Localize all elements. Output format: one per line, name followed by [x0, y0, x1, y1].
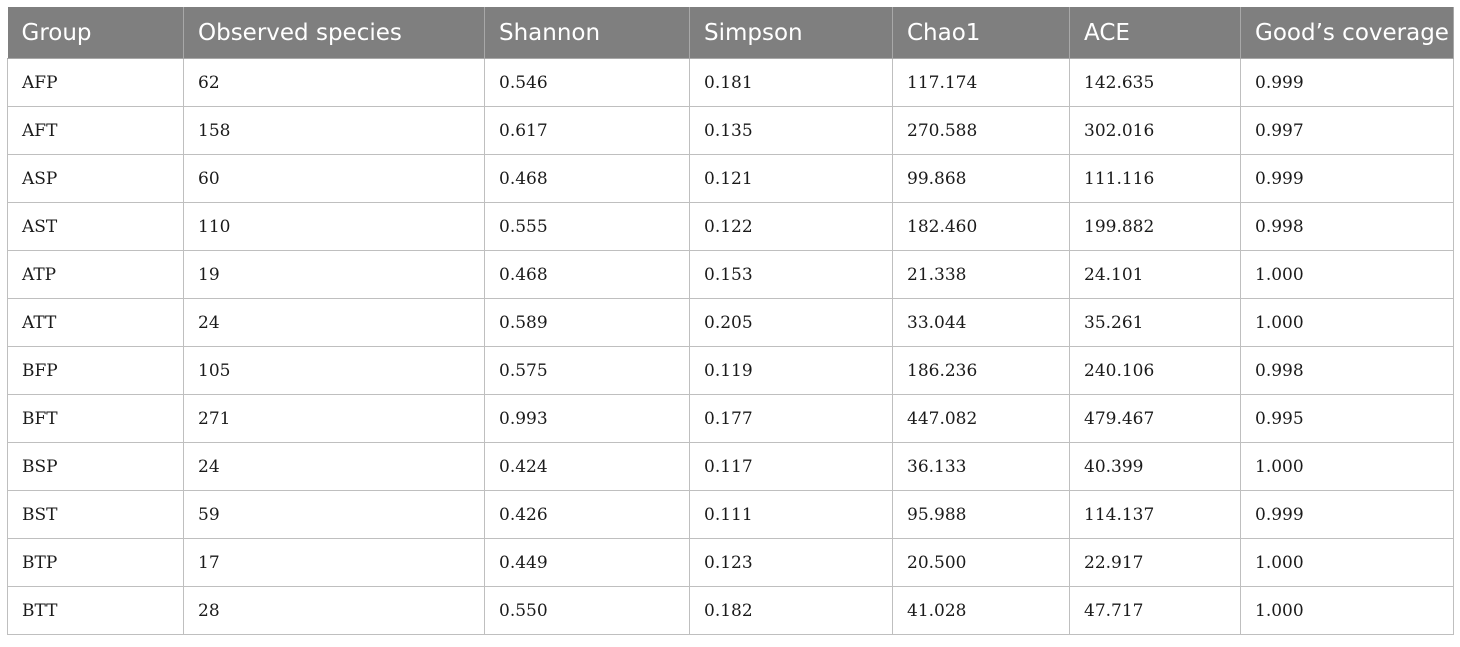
cell-simpson: 0.111 [690, 491, 893, 539]
cell-simpson: 0.153 [690, 251, 893, 299]
table-row [8, 491, 1454, 539]
table-row [8, 251, 1454, 299]
cell-ace: 40.399 [1070, 443, 1241, 491]
header-group: Group [8, 7, 184, 59]
cell-shannon: 0.550 [485, 587, 690, 635]
cell-group: AST [8, 203, 184, 251]
cell-shannon: 0.993 [485, 395, 690, 443]
cell-observed-species: 62 [184, 59, 485, 107]
cell-chao1: 41.028 [893, 587, 1070, 635]
table-header [8, 7, 1454, 59]
cell-chao1: 36.133 [893, 443, 1070, 491]
diversity-table-container [7, 7, 1453, 635]
cell-goods-coverage: 0.995 [1241, 395, 1454, 443]
cell-group: BTT [8, 587, 184, 635]
cell-goods-coverage: 0.998 [1241, 203, 1454, 251]
table-row [8, 539, 1454, 587]
cell-observed-species: 19 [184, 251, 485, 299]
cell-ace: 142.635 [1070, 59, 1241, 107]
table-row [8, 443, 1454, 491]
cell-chao1: 33.044 [893, 299, 1070, 347]
cell-ace: 479.467 [1070, 395, 1241, 443]
cell-goods-coverage: 1.000 [1241, 251, 1454, 299]
cell-group: ASP [8, 155, 184, 203]
cell-simpson: 0.119 [690, 347, 893, 395]
cell-simpson: 0.117 [690, 443, 893, 491]
table-row [8, 299, 1454, 347]
cell-observed-species: 24 [184, 443, 485, 491]
cell-goods-coverage: 0.999 [1241, 59, 1454, 107]
cell-group: BST [8, 491, 184, 539]
cell-goods-coverage: 0.998 [1241, 347, 1454, 395]
cell-shannon: 0.468 [485, 155, 690, 203]
cell-goods-coverage: 1.000 [1241, 539, 1454, 587]
cell-observed-species: 158 [184, 107, 485, 155]
cell-simpson: 0.182 [690, 587, 893, 635]
cell-shannon: 0.468 [485, 251, 690, 299]
cell-goods-coverage: 1.000 [1241, 587, 1454, 635]
table-row [8, 347, 1454, 395]
cell-observed-species: 59 [184, 491, 485, 539]
cell-observed-species: 110 [184, 203, 485, 251]
cell-goods-coverage: 1.000 [1241, 299, 1454, 347]
header-simpson: Simpson [690, 7, 893, 59]
cell-shannon: 0.424 [485, 443, 690, 491]
table-row [8, 395, 1454, 443]
table-body [8, 59, 1454, 635]
cell-observed-species: 17 [184, 539, 485, 587]
cell-chao1: 270.588 [893, 107, 1070, 155]
cell-simpson: 0.121 [690, 155, 893, 203]
cell-chao1: 447.082 [893, 395, 1070, 443]
cell-goods-coverage: 0.997 [1241, 107, 1454, 155]
header-observed-species: Observed species [184, 7, 485, 59]
cell-observed-species: 28 [184, 587, 485, 635]
table-row [8, 203, 1454, 251]
cell-chao1: 99.868 [893, 155, 1070, 203]
cell-shannon: 0.555 [485, 203, 690, 251]
cell-ace: 35.261 [1070, 299, 1241, 347]
cell-group: ATT [8, 299, 184, 347]
cell-chao1: 117.174 [893, 59, 1070, 107]
cell-ace: 240.106 [1070, 347, 1241, 395]
cell-observed-species: 60 [184, 155, 485, 203]
cell-chao1: 95.988 [893, 491, 1070, 539]
header-shannon: Shannon [485, 7, 690, 59]
cell-observed-species: 105 [184, 347, 485, 395]
header-ace: ACE [1070, 7, 1241, 59]
cell-ace: 47.717 [1070, 587, 1241, 635]
cell-ace: 114.137 [1070, 491, 1241, 539]
header-row [8, 7, 1454, 59]
cell-chao1: 20.500 [893, 539, 1070, 587]
cell-shannon: 0.426 [485, 491, 690, 539]
cell-ace: 302.016 [1070, 107, 1241, 155]
cell-ace: 111.116 [1070, 155, 1241, 203]
cell-chao1: 182.460 [893, 203, 1070, 251]
cell-group: BFT [8, 395, 184, 443]
cell-simpson: 0.135 [690, 107, 893, 155]
cell-simpson: 0.205 [690, 299, 893, 347]
cell-goods-coverage: 0.999 [1241, 491, 1454, 539]
cell-chao1: 21.338 [893, 251, 1070, 299]
header-goods-coverage: Good’s coverage [1241, 7, 1454, 59]
cell-group: AFP [8, 59, 184, 107]
cell-group: BSP [8, 443, 184, 491]
cell-chao1: 186.236 [893, 347, 1070, 395]
cell-shannon: 0.575 [485, 347, 690, 395]
cell-group: BTP [8, 539, 184, 587]
cell-observed-species: 24 [184, 299, 485, 347]
cell-simpson: 0.123 [690, 539, 893, 587]
cell-simpson: 0.177 [690, 395, 893, 443]
cell-group: BFP [8, 347, 184, 395]
cell-group: ATP [8, 251, 184, 299]
cell-goods-coverage: 1.000 [1241, 443, 1454, 491]
cell-ace: 22.917 [1070, 539, 1241, 587]
cell-ace: 199.882 [1070, 203, 1241, 251]
diversity-table [7, 7, 1454, 635]
cell-shannon: 0.589 [485, 299, 690, 347]
table-row [8, 107, 1454, 155]
cell-shannon: 0.546 [485, 59, 690, 107]
cell-shannon: 0.449 [485, 539, 690, 587]
cell-simpson: 0.181 [690, 59, 893, 107]
cell-group: AFT [8, 107, 184, 155]
cell-shannon: 0.617 [485, 107, 690, 155]
header-chao1: Chao1 [893, 7, 1070, 59]
cell-goods-coverage: 0.999 [1241, 155, 1454, 203]
cell-ace: 24.101 [1070, 251, 1241, 299]
cell-simpson: 0.122 [690, 203, 893, 251]
table-row [8, 587, 1454, 635]
table-row [8, 59, 1454, 107]
cell-observed-species: 271 [184, 395, 485, 443]
table-row [8, 155, 1454, 203]
